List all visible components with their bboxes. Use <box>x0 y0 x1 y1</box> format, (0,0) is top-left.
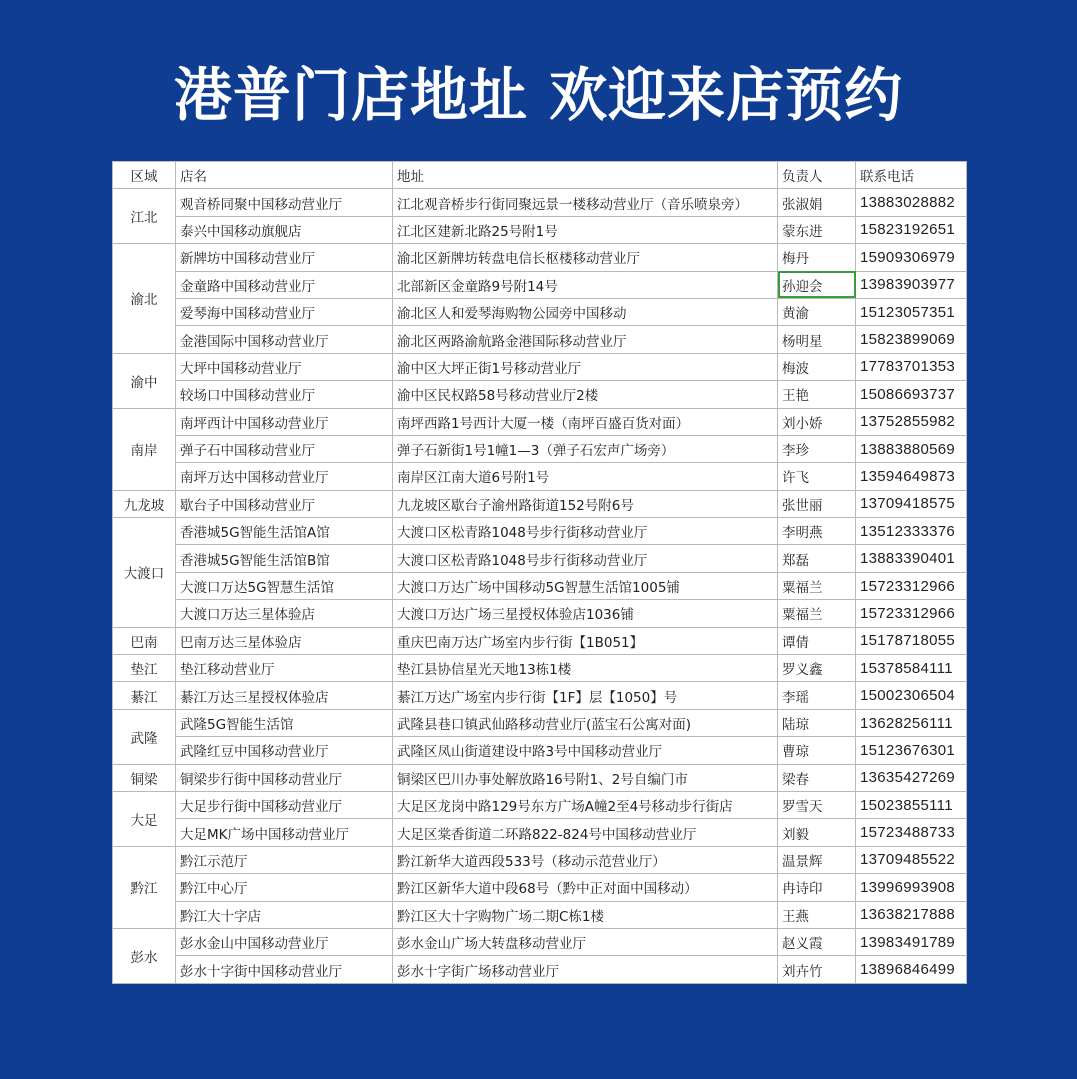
phone-cell[interactable]: 15023855111 <box>856 791 967 818</box>
area-cell[interactable]: 綦江 <box>113 682 176 709</box>
address-cell[interactable]: 渝中区民权路58号移动营业厅2楼 <box>393 381 778 408</box>
address-cell[interactable]: 黔江区新华大道中段68号（黔中正对面中国移动） <box>393 874 778 901</box>
area-cell[interactable]: 渝北 <box>113 244 176 354</box>
store-cell[interactable]: 铜梁步行街中国移动营业厅 <box>176 764 393 791</box>
address-cell[interactable]: 弹子石新街1号1幢1—3（弹子石宏声广场旁） <box>393 435 778 462</box>
phone-cell[interactable]: 13709485522 <box>856 846 967 873</box>
address-cell[interactable]: 九龙坡区歇台子渝州路街道152号附6号 <box>393 490 778 517</box>
table-row <box>113 353 967 380</box>
address-cell[interactable]: 大渡口区松青路1048号步行街移动营业厅 <box>393 545 778 572</box>
person-cell[interactable]: 李珍 <box>778 435 856 462</box>
phone-cell[interactable]: 13883390401 <box>856 545 967 572</box>
store-cell[interactable]: 黔江中心厅 <box>176 874 393 901</box>
store-table <box>112 161 967 984</box>
person-cell[interactable]: 罗义鑫 <box>778 655 856 682</box>
table-row <box>113 244 967 271</box>
phone-cell[interactable]: 13512333376 <box>856 518 967 545</box>
phone-cell[interactable]: 15823192651 <box>856 216 967 243</box>
store-cell[interactable]: 南坪西计中国移动营业厅 <box>176 408 393 435</box>
phone-cell[interactable]: 15002306504 <box>856 682 967 709</box>
table-row <box>113 682 967 709</box>
table-row <box>113 928 967 955</box>
store-cell[interactable]: 大坪中国移动营业厅 <box>176 353 393 380</box>
person-cell[interactable]: 冉诗印 <box>778 874 856 901</box>
person-cell[interactable]: 陆琼 <box>778 709 856 736</box>
table-row <box>113 572 967 599</box>
phone-cell[interactable]: 13996993908 <box>856 874 967 901</box>
address-cell[interactable]: 北部新区金童路9号附14号 <box>393 271 778 298</box>
phone-cell[interactable]: 15723312966 <box>856 600 967 627</box>
person-cell[interactable]: 谭倩 <box>778 627 856 654</box>
person-cell[interactable]: 刘小娇 <box>778 408 856 435</box>
area-cell[interactable]: 铜梁 <box>113 764 176 791</box>
store-cell[interactable]: 大足MK广场中国移动营业厅 <box>176 819 393 846</box>
header-store: 店名 <box>176 162 393 189</box>
phone-cell[interactable]: 15723488733 <box>856 819 967 846</box>
area-cell[interactable]: 南岸 <box>113 408 176 490</box>
store-cell[interactable]: 彭水十字街中国移动营业厅 <box>176 956 393 983</box>
phone-cell[interactable]: 13752855982 <box>856 408 967 435</box>
phone-cell[interactable]: 15909306979 <box>856 244 967 271</box>
address-cell[interactable]: 彭水金山广场大转盘移动营业厅 <box>393 928 778 955</box>
header-address: 地址 <box>393 162 778 189</box>
table-row <box>113 271 967 298</box>
person-cell[interactable]: 许飞 <box>778 463 856 490</box>
area-cell[interactable]: 黔江 <box>113 846 176 928</box>
table-row <box>113 408 967 435</box>
table-body <box>113 189 967 983</box>
person-cell[interactable]: 郑磊 <box>778 545 856 572</box>
table-row <box>113 956 967 983</box>
person-cell[interactable]: 粟福兰 <box>778 600 856 627</box>
phone-cell[interactable]: 15178718055 <box>856 627 967 654</box>
table-row <box>113 846 967 873</box>
area-cell[interactable]: 大渡口 <box>113 518 176 628</box>
store-cell[interactable]: 大渡口万达5G智慧生活馆 <box>176 572 393 599</box>
person-cell[interactable]: 曹琼 <box>778 737 856 764</box>
phone-cell[interactable]: 13594649873 <box>856 463 967 490</box>
table-row <box>113 709 967 736</box>
table-row <box>113 216 967 243</box>
store-cell[interactable]: 大渡口万达三星体验店 <box>176 600 393 627</box>
address-cell[interactable]: 渝北区人和爱琴海购物公园旁中国移动 <box>393 298 778 325</box>
person-cell[interactable]: 梅波 <box>778 353 856 380</box>
store-cell[interactable]: 较场口中国移动营业厅 <box>176 381 393 408</box>
table-row <box>113 189 967 216</box>
address-cell[interactable]: 黔江区大十字购物广场二期C栋1楼 <box>393 901 778 928</box>
address-cell[interactable]: 綦江万达广场室内步行街【1F】层【1050】号 <box>393 682 778 709</box>
phone-cell[interactable]: 15378584111 <box>856 655 967 682</box>
phone-cell[interactable]: 13638217888 <box>856 901 967 928</box>
table-row <box>113 298 967 325</box>
header-person: 负责人 <box>778 162 856 189</box>
table-row <box>113 901 967 928</box>
phone-cell[interactable]: 17783701353 <box>856 353 967 380</box>
person-cell[interactable]: 温景辉 <box>778 846 856 873</box>
address-cell[interactable]: 彭水十字街广场移动营业厅 <box>393 956 778 983</box>
table-row <box>113 463 967 490</box>
address-cell[interactable]: 江北观音桥步行街同聚远景一楼移动营业厅（音乐喷泉旁） <box>393 189 778 216</box>
person-cell[interactable]: 孙迎会 <box>778 271 856 298</box>
phone-cell[interactable]: 15123057351 <box>856 298 967 325</box>
area-cell[interactable]: 江北 <box>113 189 176 244</box>
phone-cell[interactable]: 15723312966 <box>856 572 967 599</box>
page-title: 港普门店地址 欢迎来店预约 <box>173 61 904 129</box>
store-cell[interactable]: 香港城5G智能生活馆B馆 <box>176 545 393 572</box>
area-cell[interactable]: 九龙坡 <box>113 490 176 517</box>
table-row <box>113 435 967 462</box>
table-row <box>113 545 967 572</box>
area-cell[interactable]: 大足 <box>113 791 176 846</box>
phone-cell[interactable]: 13883880569 <box>856 435 967 462</box>
phone-cell[interactable]: 13628256111 <box>856 709 967 736</box>
store-cell[interactable]: 弹子石中国移动营业厅 <box>176 435 393 462</box>
address-cell[interactable]: 渝北区新牌坊转盘电信长枢楼移动营业厅 <box>393 244 778 271</box>
address-cell[interactable]: 大渡口万达广场中国移动5G智慧生活馆1005铺 <box>393 572 778 599</box>
table-row <box>113 791 967 818</box>
store-cell[interactable]: 香港城5G智能生活馆A馆 <box>176 518 393 545</box>
store-cell[interactable]: 黔江示范厅 <box>176 846 393 873</box>
table-row <box>113 600 967 627</box>
table-row <box>113 655 967 682</box>
person-cell[interactable]: 李瑶 <box>778 682 856 709</box>
store-cell[interactable]: 巴南万达三星体验店 <box>176 627 393 654</box>
address-cell[interactable]: 大渡口万达广场三星授权体验店1036铺 <box>393 600 778 627</box>
person-cell[interactable]: 梅丹 <box>778 244 856 271</box>
store-cell[interactable]: 新牌坊中国移动营业厅 <box>176 244 393 271</box>
area-cell[interactable]: 渝中 <box>113 353 176 408</box>
phone-cell[interactable]: 15823899069 <box>856 326 967 353</box>
store-cell[interactable]: 武隆5G智能生活馆 <box>176 709 393 736</box>
address-cell[interactable]: 渝北区两路渝航路金港国际移动营业厅 <box>393 326 778 353</box>
store-cell[interactable]: 歇台子中国移动营业厅 <box>176 490 393 517</box>
store-cell[interactable]: 彭水金山中国移动营业厅 <box>176 928 393 955</box>
store-cell[interactable]: 南坪万达中国移动营业厅 <box>176 463 393 490</box>
area-cell[interactable]: 彭水 <box>113 928 176 983</box>
address-cell[interactable]: 江北区建新北路25号附1号 <box>393 216 778 243</box>
phone-cell[interactable]: 13896846499 <box>856 956 967 983</box>
table-row <box>113 819 967 846</box>
area-cell[interactable]: 武隆 <box>113 709 176 764</box>
address-cell[interactable]: 大足区龙岗中路129号东方广场A幢2至4号移动步行街店 <box>393 791 778 818</box>
address-cell[interactable]: 武隆县巷口镇武仙路移动营业厅(蓝宝石公寓对面) <box>393 709 778 736</box>
table-row <box>113 381 967 408</box>
table-row <box>113 518 967 545</box>
phone-cell[interactable]: 13883028882 <box>856 189 967 216</box>
address-cell[interactable]: 南岸区江南大道6号附1号 <box>393 463 778 490</box>
person-cell[interactable]: 刘卉竹 <box>778 956 856 983</box>
phone-cell[interactable]: 15086693737 <box>856 381 967 408</box>
store-cell[interactable]: 垫江移动营业厅 <box>176 655 393 682</box>
address-cell[interactable]: 南坪西路1号西计大厦一楼（南坪百盛百货对面） <box>393 408 778 435</box>
person-cell[interactable]: 罗雪天 <box>778 791 856 818</box>
person-cell[interactable]: 王燕 <box>778 901 856 928</box>
phone-cell[interactable]: 13983491789 <box>856 928 967 955</box>
area-cell[interactable]: 巴南 <box>113 627 176 654</box>
table-row <box>113 326 967 353</box>
area-cell[interactable]: 垫江 <box>113 655 176 682</box>
phone-cell[interactable]: 13635427269 <box>856 764 967 791</box>
address-cell[interactable]: 垫江县协信星光天地13栋1楼 <box>393 655 778 682</box>
address-cell[interactable]: 渝中区大坪正街1号移动营业厅 <box>393 353 778 380</box>
table-row <box>113 490 967 517</box>
store-cell[interactable]: 黔江大十字店 <box>176 901 393 928</box>
table-row <box>113 627 967 654</box>
store-cell[interactable]: 爱琴海中国移动营业厅 <box>176 298 393 325</box>
address-cell[interactable]: 重庆巴南万达广场室内步行街【1B051】 <box>393 627 778 654</box>
address-cell[interactable]: 大渡口区松青路1048号步行街移动营业厅 <box>393 518 778 545</box>
store-cell[interactable]: 綦江万达三星授权体验店 <box>176 682 393 709</box>
person-cell[interactable]: 张淑娟 <box>778 189 856 216</box>
header-phone: 联系电话 <box>856 162 967 189</box>
table-row <box>113 764 967 791</box>
person-cell[interactable]: 蒙东进 <box>778 216 856 243</box>
phone-cell[interactable]: 15123676301 <box>856 737 967 764</box>
address-cell[interactable]: 大足区棠香街道二环路822-824号中国移动营业厅 <box>393 819 778 846</box>
person-cell[interactable]: 李明燕 <box>778 518 856 545</box>
person-cell[interactable]: 张世丽 <box>778 490 856 517</box>
person-cell[interactable]: 梁春 <box>778 764 856 791</box>
table-header-row <box>113 162 967 189</box>
address-cell[interactable]: 铜梁区巴川办事处解放路16号附1、2号自编门市 <box>393 764 778 791</box>
person-cell[interactable]: 粟福兰 <box>778 572 856 599</box>
table-row <box>113 874 967 901</box>
header-area: 区域 <box>113 162 176 189</box>
store-cell[interactable]: 金港国际中国移动营业厅 <box>176 326 393 353</box>
store-cell[interactable]: 大足步行街中国移动营业厅 <box>176 791 393 818</box>
store-cell[interactable]: 泰兴中国移动旗舰店 <box>176 216 393 243</box>
person-cell[interactable]: 刘毅 <box>778 819 856 846</box>
store-cell[interactable]: 观音桥同聚中国移动营业厅 <box>176 189 393 216</box>
address-cell[interactable]: 黔江新华大道西段533号（移动示范营业厅） <box>393 846 778 873</box>
person-cell[interactable]: 杨明星 <box>778 326 856 353</box>
table-row <box>113 737 967 764</box>
address-cell[interactable]: 武隆区凤山街道建设中路3号中国移动营业厅 <box>393 737 778 764</box>
person-cell[interactable]: 赵义霞 <box>778 928 856 955</box>
phone-cell[interactable]: 13983903977 <box>856 271 967 298</box>
store-cell[interactable]: 武隆红豆中国移动营业厅 <box>176 737 393 764</box>
store-cell[interactable]: 金童路中国移动营业厅 <box>176 271 393 298</box>
phone-cell[interactable]: 13709418575 <box>856 490 967 517</box>
person-cell[interactable]: 王艳 <box>778 381 856 408</box>
person-cell[interactable]: 黄渝 <box>778 298 856 325</box>
